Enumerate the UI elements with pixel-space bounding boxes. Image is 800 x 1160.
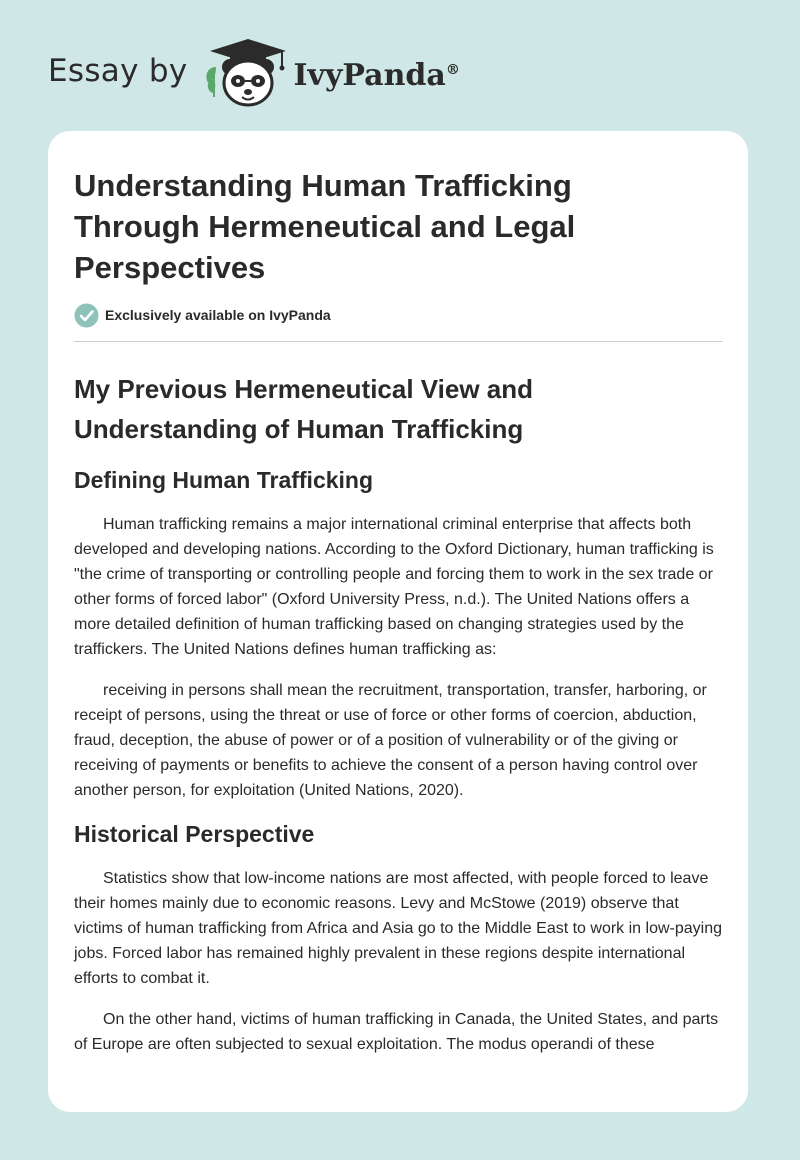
brand-prefix: Essay by [48, 53, 188, 89]
subsection-heading-defining: Defining Human Trafficking [74, 467, 374, 493]
block-quote: receiving in persons shall mean the recruitment, transportation, transfer, harboring, or receipt of persons, using the threat or use of force or other forms of coercion, abduction, fraud, deception, the abuse of power or of a position of vulnerability or of the giving or receiving of payments or benefits to achieve the consent of a person having control over another person, for exploitation (United Nations, 2020). [74, 682, 707, 799]
panda-graduation-cap-logo-icon [202, 37, 292, 109]
check-circle-icon [74, 303, 99, 328]
page-title: Understanding Human Trafficking Through Hermeneutical and Legal Perspectives [74, 168, 576, 285]
brand-header[interactable] [48, 36, 460, 110]
exclusive-badge [74, 302, 722, 328]
brand-name: IvyPanda® [293, 57, 460, 93]
paragraph: On the other hand, victims of human trafficking in Canada, the United States, and parts of Europe are often subjected to sexual exploitation. The modus operandi of these [74, 1011, 719, 1053]
exclusive-badge-text: Exclusively available on IvyPanda [105, 307, 331, 323]
subsection-heading-historical: Historical Perspective [74, 821, 315, 847]
section-heading: My Previous Hermeneutical View and Understanding of Human Trafficking [74, 374, 534, 444]
essay-card [48, 131, 748, 1112]
paragraph: Human trafficking remains a major international criminal enterprise that affects both developed and developing nations. According to the Oxford Dictionary, human trafficking is "the crime of transporting or controlling people and forcing them to work in the sex trade or other forms of forced labor" (Oxford University Press, n.d.). The United Nations offers a more detailed definition of human trafficking based on changing strategies used by the traffickers. The United Nations defines human trafficking as: [74, 516, 714, 658]
paragraph: Statistics show that low-income nations are most affected, with people forced to leave their homes mainly due to economic reasons. Levy and McStowe (2019) observe that victims of human trafficking from Africa and Asia go to the Middle East to work in low-paying jobs. Forced labor has remained highly prevalent in these regions despite international efforts to combat it. [74, 870, 722, 987]
divider [74, 341, 723, 342]
